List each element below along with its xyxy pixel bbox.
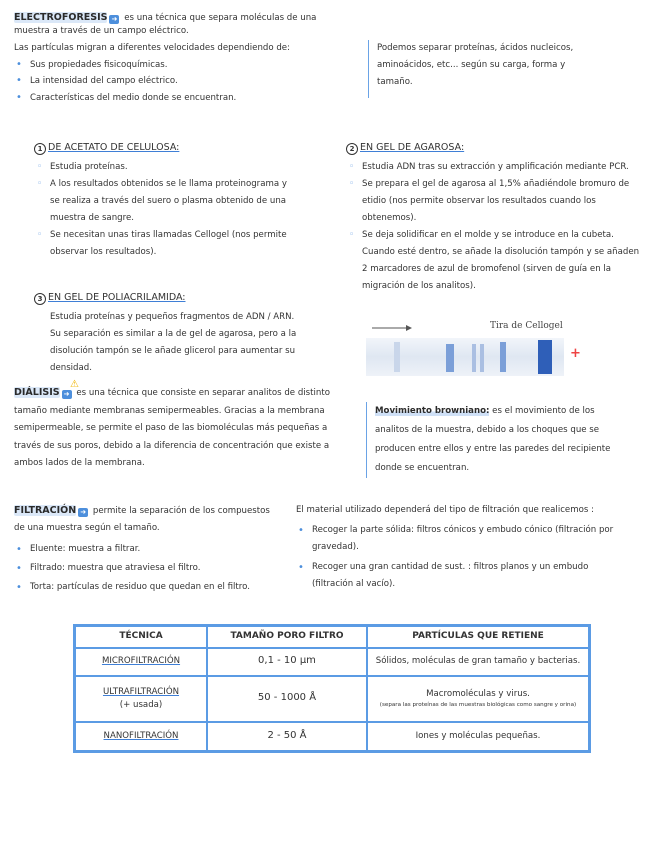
column-header: TÉCNICA (75, 626, 208, 648)
positive-pole: + (570, 346, 581, 361)
list-item: • Filtrado: muestra que atraviesa el filtro. (14, 559, 282, 578)
filtracion-term: FILTRACIÓN (14, 505, 77, 516)
table-cell (75, 648, 208, 676)
warning-icon: ⚠ (70, 379, 79, 390)
electroforesis-section (14, 12, 334, 105)
table-cell (367, 676, 590, 722)
table-cell (75, 722, 208, 752)
table-cell: 50 - 1000 Å (207, 676, 367, 722)
poliacrilamida-section (34, 292, 339, 377)
table-row (75, 676, 590, 722)
column-header: TAMAÑO PORO FILTRO (207, 626, 367, 648)
band-faint (394, 342, 400, 372)
poliacrilamida-body (34, 309, 339, 377)
filtration-table-wrap (73, 624, 591, 753)
material-intro: El material utilizado dependerá del tipo de filtración que realicemos : (296, 505, 594, 515)
arrow-icon: ➜ (78, 508, 88, 517)
particulas-main: Macromoléculas y virus. (426, 689, 530, 700)
filtracion-section (14, 502, 282, 597)
number-badge: 1 (34, 143, 46, 155)
arrow-icon: ➜ (109, 15, 119, 24)
electroforesis-note (368, 40, 592, 98)
dialisis-section (14, 379, 334, 473)
arrow-icon: ➜ (62, 390, 72, 399)
table-header-row (75, 626, 590, 648)
electroforesis-factors (14, 59, 334, 105)
poliacrilamida-line1: Estudia proteínas y pequeños fragmentos de ADN / ARN. (50, 312, 295, 322)
electroforesis-note-text: Podemos separar proteínas, ácidos nucleicos, aminoácidos, etc... según su carga, forma y tamaño. (377, 43, 574, 87)
tecnica-sub: (+ usada) (119, 699, 163, 710)
material-list (296, 522, 626, 593)
list-item: ◦ Estudia ADN tras su extracción y amplificación mediante PCR. (346, 159, 642, 176)
acetato-title: DE ACETATO DE CELULOSA: (48, 142, 180, 153)
column-header: PARTÍCULAS QUE RETIENE (367, 626, 590, 648)
table-cell: Sólidos, moléculas de gran tamaño y bacterias. (367, 648, 590, 676)
list-item: ◦ Se deja solidificar en el molde y se introduce en la cubeta. Cuando esté dentro, se añade la disolución tampón y se añaden 2 marcadores de azul de bromofenol (sirven de guía en la migración de los analitos). (346, 227, 642, 295)
tecnica-name: NANOFILTRACIÓN (103, 730, 179, 741)
band-4 (500, 342, 506, 372)
list-item: • Eluente: muestra a filtrar. (14, 540, 282, 559)
list-item: ◦ Se prepara el gel de agarosa al 1,5% añadiéndole bromuro de etidio (nos permite observar los resultados cuando los obtenemos). (346, 176, 642, 227)
list-item: ◦ A los resultados obtenidos se le llama proteinograma y se realiza a través del suero o plasma obtenido de una muestra de sangre. (34, 176, 294, 227)
filtracion-list (14, 540, 282, 597)
list-item: • Recoger una gran cantidad de sust. : filtros planos y un embudo (filtración al vacío). (296, 559, 626, 593)
browniano-text: es el movimiento de los analitos de la muestra, debido a los choques que se producen entre ellos y entre las paredes del recipiente donde se encuentran. (375, 406, 611, 473)
filtracion-intro (14, 502, 282, 537)
direction-arrow-head (406, 325, 412, 331)
agarosa-title: EN GEL DE AGAROSA: (360, 142, 465, 153)
table-cell: 0,1 - 10 µm (207, 648, 367, 676)
poliacrilamida-line2: Su separación es similar a la de gel de agarosa, pero a la disolución tampón se le añade glicerol para aumentar su densidad. (50, 329, 297, 373)
cellogel-figure (366, 318, 588, 388)
acetato-title-row (34, 142, 294, 155)
filtracion-material (296, 504, 626, 593)
dialisis-text: es una técnica que consiste en separar analitos de distinto tamaño mediante membranas semipermeables. Gracias a la membrana semipermeable, se permite el paso de las biomoléculas más pequeñas a través de sus poros, debido a la diferencia de concentración que existe a ambos lados de la membrana. (14, 388, 330, 468)
browniano-term: Movimiento browniano: (375, 406, 490, 416)
electroforesis-term: ELECTROFORESIS (14, 12, 108, 23)
agarosa-list (346, 159, 642, 295)
filtracion-intro-text: permite la separación de los compuestos de una muestra según el tamaño. (14, 506, 270, 533)
cellogel-label: Tira de Cellogel (490, 321, 563, 331)
filtration-table (73, 624, 591, 753)
band-2 (472, 344, 476, 372)
list-item: ◦ Estudia proteínas. (34, 159, 294, 176)
table-cell: Iones y moléculas pequeñas. (367, 722, 590, 752)
poliacrilamida-title-row (34, 292, 339, 305)
agarosa-section (346, 142, 642, 295)
acetato-list (34, 159, 294, 261)
band-albumin (538, 340, 552, 374)
table-cell: 2 - 50 Å (207, 722, 367, 752)
electroforesis-intro-text: es una técnica que separa moléculas de una muestra a través de un campo eléctrico. (14, 13, 317, 36)
tecnica-name: MICROFILTRACIÓN (101, 656, 181, 667)
tecnica-name: ULTRAFILTRACIÓN (102, 686, 180, 697)
browniano-note (366, 402, 611, 478)
list-item: ◦ Se necesitan unas tiras llamadas Cellogel (nos permite observar los resultados). (34, 227, 294, 261)
electroforesis-migrate: Las partículas migran a diferentes velocidades dependiendo de: (14, 43, 290, 54)
list-item: • Recoger la parte sólida: filtros cónicos y embudo cónico (filtración por gravedad). (296, 522, 626, 556)
list-item: • Torta: partículas de residuo que quedan en el filtro. (14, 578, 282, 597)
electroforesis-intro (14, 12, 334, 37)
list-item: • Sus propiedades fisicoquímicas. (14, 59, 334, 72)
table-cell (75, 676, 208, 722)
number-badge: 2 (346, 143, 358, 155)
band-1 (446, 344, 454, 372)
list-item: • La intensidad del campo eléctrico. (14, 75, 334, 88)
particulas-sub: (separa las proteínas de las muestras biológicas como sangre y orina) (379, 701, 577, 708)
table-row (75, 722, 590, 752)
table-row (75, 648, 590, 676)
list-item: • Características del medio donde se encuentran. (14, 92, 334, 105)
agarosa-title-row (346, 142, 642, 155)
poliacrilamida-title: EN GEL DE POLIACRILAMIDA: (48, 292, 186, 303)
dialisis-term: DIÁLISIS (14, 387, 60, 398)
number-badge: 3 (34, 293, 46, 305)
acetato-section (34, 142, 294, 261)
band-3 (480, 344, 484, 372)
